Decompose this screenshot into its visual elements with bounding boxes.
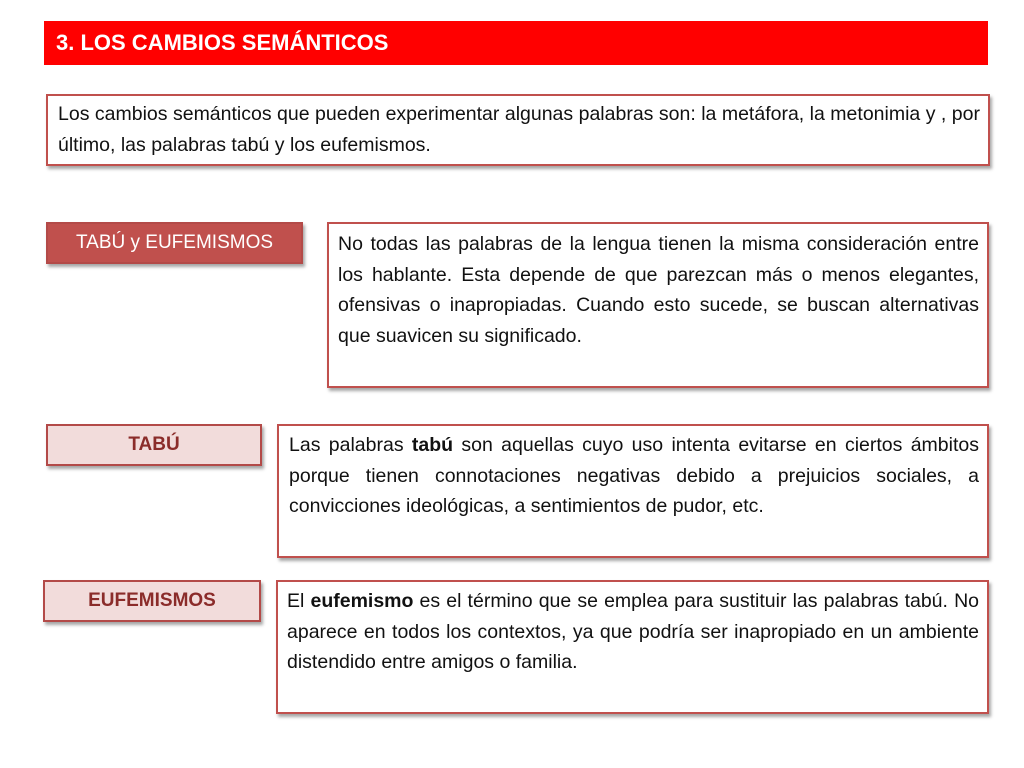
label-tabu-eufemismos: TABÚ y EUFEMISMOS <box>46 222 303 264</box>
page-title: 3. LOS CAMBIOS SEMÁNTICOS <box>44 21 988 65</box>
label-eufemismos: EUFEMISMOS <box>43 580 261 622</box>
eufemismos-text <box>287 586 979 678</box>
eufemismos-text-after: es el término que se emplea para sustituir las palabras tabú. No aparece en todos los contextos, ya que podría ser inapropiado en un ambiente distendido entre amigos o familia. <box>287 590 979 673</box>
intro-box <box>46 94 990 166</box>
intro-text: Los cambios semánticos que pueden experimentar algunas palabras son: la metáfora, la metonimia y , por último, las palabras tabú y los eufemismos. <box>58 103 980 156</box>
eufemismos-box <box>276 580 989 714</box>
tabu-text-after: son aquellas cuyo uso intenta evitarse en ciertos ámbitos porque tienen connotaciones negativas debido a prejuicios sociales, a convicciones ideológicas, a sentimientos de pudor, etc. <box>289 434 979 517</box>
tabu-eufemismos-box <box>327 222 989 388</box>
eufemismos-text-before: El <box>287 590 311 612</box>
tabu-text <box>289 430 979 522</box>
tabu-text-bold: tabú <box>411 434 454 456</box>
tabu-eufemismos-text: No todas las palabras de la lengua tienen la misma consideración entre los hablante. Esta depende de que parezcan más o menos elegantes, ofensivas o inapropiadas. Cuando esto sucede, se buscan alternativas que suavicen su significado. <box>338 233 979 347</box>
eufemismos-text-bold: eufemismo <box>310 590 414 612</box>
label-tabu: TABÚ <box>46 424 262 466</box>
tabu-text-before: Las palabras <box>289 434 412 456</box>
tabu-box <box>277 424 989 558</box>
